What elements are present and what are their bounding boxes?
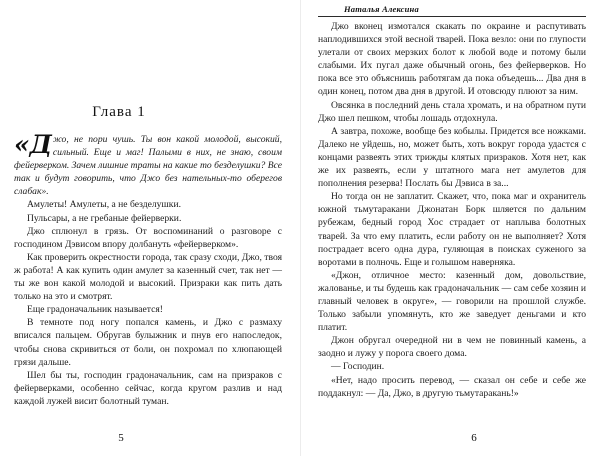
drop-cap: «Д	[14, 130, 52, 159]
paragraph: Но тогда он не заплатит. Скажет, что, пока маг и охранитель южной тьмутаракани Джонатан Борк шляется по дальним рубежам, бедный город Хос страдает от наплыва болотных тварей. За что ему платить, если работу он не выполняет? Хотя пострадает всего одна дура, гуляющая в поисках суженого за воротами в полночь. Еще и голышом наверняка.	[318, 191, 586, 268]
page-number: 5	[118, 432, 124, 444]
paragraph: Еще градоначальник называется!	[27, 304, 163, 316]
epigraph-text: жо, не пори чушь. Ты вон какой молодой, высокий, сильный. Еще и маг! Палыми в них, не знаю, своим фейерверком. Зачем лишние траты на какие то безделушки? Все так и будут говорить, что Джо без нательных-то оберегов слабак».	[14, 134, 282, 198]
paragraph: «Нет, надо просить перевод, — сказал он себе и себе же поддакнул: — Да, Джо, в другую тьмутаракань!»	[318, 374, 586, 399]
paragraph: А завтра, похоже, вообще без кобылы. Придется все ножками. Далеко не уйдешь, но, может быть, хоть вокруг города удастся с концами развеять этих трижды клятых призраков. Хотя нет, как же их развеять, если у штатного мага нет амулетов для пополнения резерва! Послать бы Дэвиса в за...	[318, 125, 586, 190]
page-number: 6	[471, 432, 477, 444]
paragraph: «Джон, отличное место: казенный дом, довольствие, жалованье, и ты будешь как градоначальник — сам себе хозяин и главный человек в округе», — говорили на прошлой службе. Только забыли упомянуть, кто же заведует деньгами и кто платит.	[318, 269, 586, 334]
paragraph: Амулеты! Амулеты, а не безделушки.	[27, 199, 182, 211]
chapter-title: Глава 1	[92, 104, 146, 120]
paragraph: — Господин.	[331, 361, 385, 373]
right-page	[300, 0, 600, 456]
chapter-top-spacer	[14, 0, 282, 104]
paragraph: Джо вконец измотался скакать по окраине и распутивать наплодившихся этой весной тварей. Пока везло: они по глупости улетали от своих мерзких болот к любой воде и потому были слабыми. Их пугал даже обычный огонь, без фейерверков. Но пока все это объяснишь работягам да пока объедешь... Два дня в один конец, потом два дня в другой. И отовсюду плюют за ним.	[318, 21, 586, 98]
paragraph: Джо сплюнул в грязь. От воспоминаний о разговоре с господином Дэвисом впору долбануть «фейерверком».	[14, 225, 282, 250]
paragraph: В темноте под ногу попался камень, и Джо с размаху вписался пальцем. Обругав булыжник и пнув его напоследок, чтобы снова скривиться от боли, он похромал по хлюпающей грязи дальше.	[14, 317, 282, 368]
paragraph: Джон обругал очередной ни в чем не повинный камень, а заодно и лужу у порога своего дома.	[318, 335, 586, 360]
paragraph: Как проверить окрестности города, так сразу сходи, Джо, твоя ж работа! А как купить один амулет за казенный счет, так нет — ты же вон какой молодой и высокий. Призраки как пить дать только на это и смотрят.	[14, 251, 282, 303]
paragraph: Шел бы ты, господин градоначальник, сам на призраков с фейерверками, особенно сейчас, когда кругом разлив и над каждой лужей висит болотный туман.	[14, 369, 282, 407]
running-head: Наталья Алексина	[344, 4, 419, 14]
paragraph: Овсянка в последний день стала хромать, и на обратном пути Джо шел пешком, чтобы лошадь отдохнула.	[318, 99, 586, 124]
epigraph-paragraph	[14, 130, 282, 198]
paragraph: Пульсары, а не гребаные фейерверки.	[27, 212, 182, 224]
